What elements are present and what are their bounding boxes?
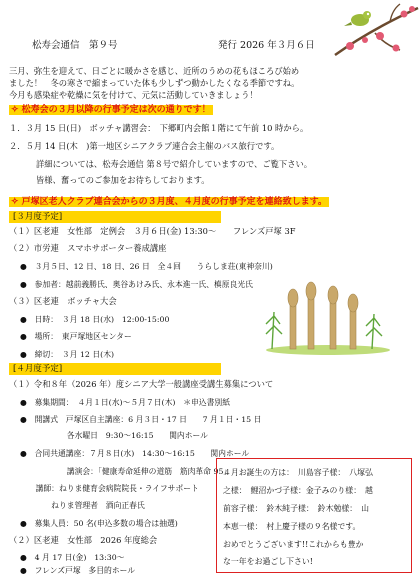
march-item: ● ３月５日、12 日、18 日、26 日 全４回 うらしま荘(東神奈川) [20,262,273,271]
april-item: 各水曜日 9:30～16:15 関内ホール [20,431,208,440]
birthday-line: おめでとうございます!!これからも豊か [223,540,364,549]
march-item: （２）市労連 スマホサポーター養成講座 [9,243,167,253]
april-item: ● 4 月 17 日(金) 13:30～ [20,553,125,562]
march-item: （１）区老連 女性部 定例会 ３月６日(金) 13:30～ フレンズ戸塚 3F [9,226,296,236]
event-note: 皆様、奮ってのご参加をお待ちしております。 [36,175,210,185]
april-section-label: [４月度予定] [9,363,221,375]
intro-line: 三月、弥生を迎えて、日ごとに暖かさを感じ、近所のうめの花もほころび始め [9,66,300,76]
club-schedule-heading: ✧ 松寿会の３月以降の行事予定は次の通りです！ [11,105,211,115]
bird-icon [344,11,371,26]
birthday-line: 前容子様： 鈴木純子様： 鈴木勉様： 山 [223,504,369,513]
april-item: （２）区老連 女性部 2026 年度総会 [9,535,158,545]
march-item: ● 締切： ３月 12 日(木) [20,350,115,359]
intro-line: ました！ 冬の寒さで縮まっていた体も少しずつ動かしたくなる季節ですね。 [9,78,300,88]
birthday-line: ４月お誕生の方は： 川島容子様： 八塚弘 [223,468,373,477]
april-item: ● フレンズ戸塚 多目的ホール [20,566,136,575]
april-item: ● 合同共通講座：７月８日(水) 14:30～16:15 関内ホール [20,449,250,458]
april-item: ねりま管理者 酒向正春氏 [20,501,145,510]
horsetail-plant-illustration [260,276,395,356]
event-item: １．３月 15 日(日) ボッチャ講習会： 下郷町内会館１階にて午前 10 時から。 [9,123,309,133]
march-item: ● 参加者：越前義勝氏、奥谷あけみ氏、永本進一氏、槙原良光氏 [20,280,253,289]
plum-blossom-illustration [330,0,420,62]
event-item: ２．５月 14 日(木 )第一地区シニアクラブ連合会主催のバス旅行です。 [9,141,280,151]
event-note: 詳細については、松寿会通信 第８号で紹介していますので、ご覧下さい。 [36,159,313,169]
april-item: 講演会：「健康寿命延伸の道筋 筋肉革命 95」 [20,467,232,476]
issue-date: 発行 2026 年３月６日 [218,40,315,51]
birthday-line: 本恵一様： 村上慶子様の９名様です。 [223,522,361,531]
april-item: ● 募集人員：50 名(申込多数の場合は抽選) [20,519,178,528]
intro-line: 今月も感染症や乾燥に気を付けて、元気に活動していきましょう！ [9,90,258,100]
totsuka-schedule-heading: ✧ 戸塚区老人クラブ連合会からの３月度、４月度の行事予定を連絡致します。 [11,197,327,207]
april-item: （１）令和８年（2026 年）度シニア大学一般講座受講生募集について [9,379,274,389]
april-item: 講師：ねりま健育会病院院長・ライフサポート [20,484,199,493]
newsletter-title: 松寿会通信 第９号 [32,40,118,51]
march-item: ● 場所： 東戸塚地区センター [20,332,132,341]
birthday-line: 之様： 鯉沼かづ子様：金子みのり様： 越 [223,486,373,495]
april-item: ● 募集期間： ４月１日(水)～５月７日(木) ＊申込書別紙 [20,398,230,407]
march-item: ● 日時： ３月 18 日(水) 12:00-15:00 [20,315,170,324]
birthday-line: な一年をお過ごし下さい! [223,557,313,566]
march-item: （３）区老連 ボッチャ大会 [9,296,117,306]
march-section-label: [３月度予定] [9,211,221,223]
april-item: ● 開講式 戸塚区自主講座：6 月３日・17 日 7 月１日・15 日 [20,415,262,424]
birthday-box [216,458,412,573]
